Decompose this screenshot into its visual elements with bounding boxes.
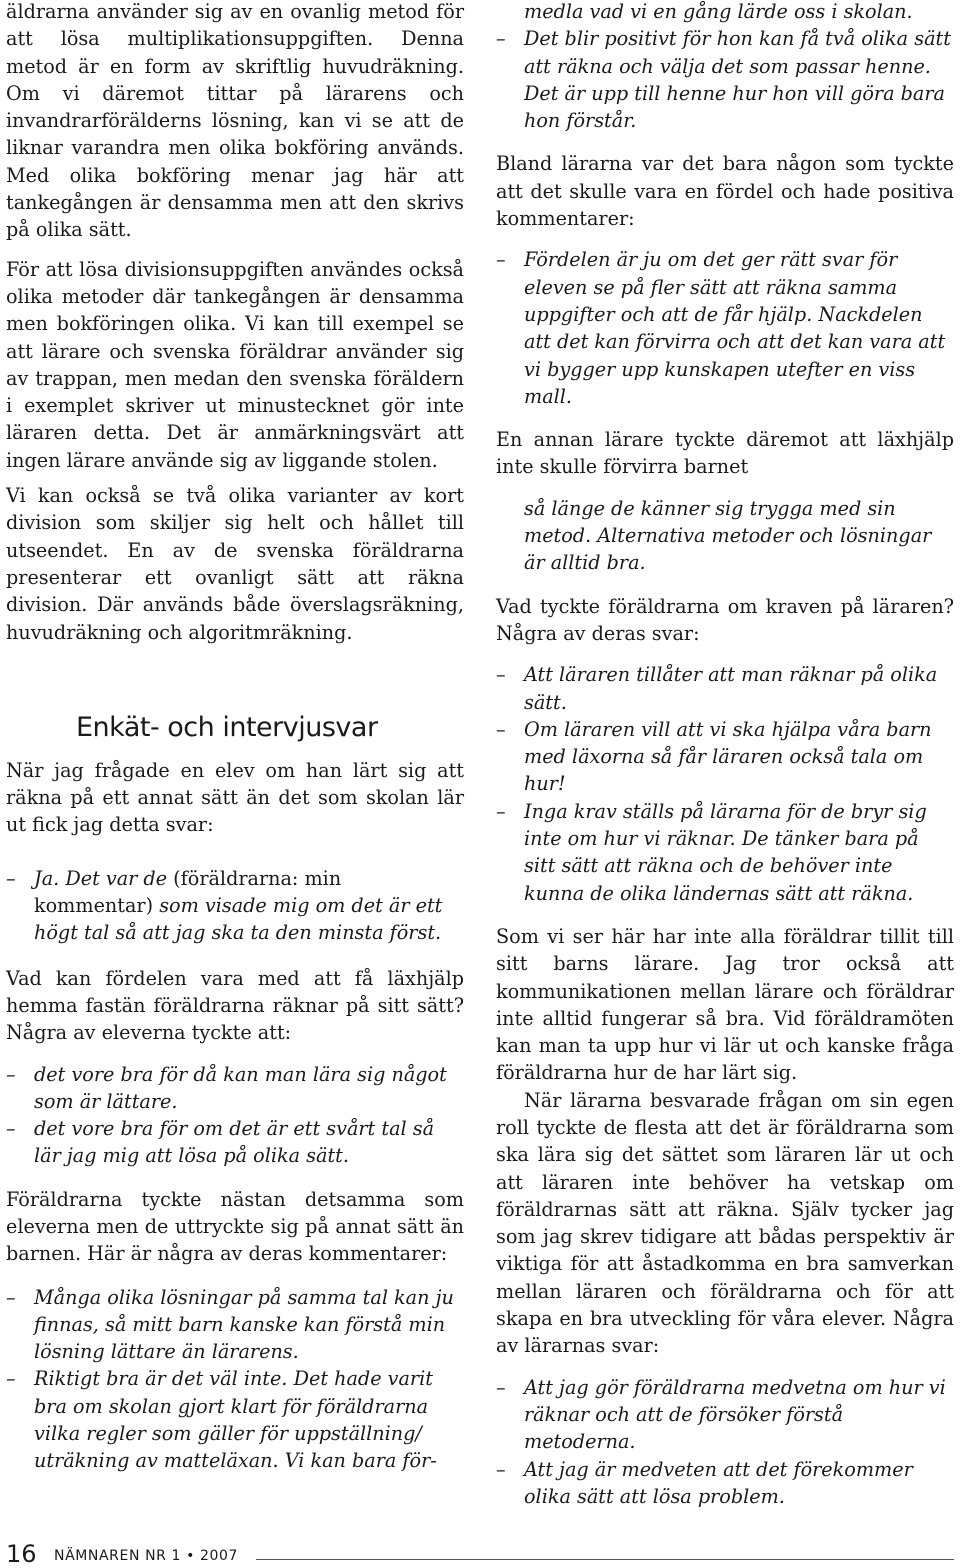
quote	[496, 661, 954, 716]
dash: –	[496, 248, 506, 272]
dash: –	[496, 1457, 506, 1481]
paragraph: Föräldrarna tyckte nästan detsamma som eleverna men de uttryckte sig på annat sätt än barnen. Här är några av deras kommentarer:	[6, 1187, 464, 1266]
section-heading: Enkät- och intervjusvar	[76, 711, 378, 743]
paragraph: Bland lärarna var det bara någon som tyckte att det skulle vara en fördel och hade positiva kommentarer:	[496, 152, 954, 231]
quote-text: Att jag gör föräldrarna medvetna om hur vi räknar och att de försöker förstå metoderna.	[524, 1375, 946, 1454]
quote-text: det vore bra för om det är ett svårt tal så lär jag mig att lösa på olika sätt.	[34, 1117, 435, 1168]
quote	[496, 246, 954, 410]
left-column	[6, 0, 464, 1475]
dash: –	[496, 663, 506, 687]
quote-text: Det blir positivt för hon kan få två olika sätt att räkna och välja det som passar henne. Det är upp till henne hur hon vill göra bara hon förstår.	[524, 27, 951, 133]
quote-text: Om läraren vill att vi ska hjälpa våra barn med läxorna så får läraren också tala om hur!	[524, 717, 932, 796]
quote-comment: (föräldrarna: min kommentar)	[34, 866, 342, 918]
quote	[496, 716, 954, 798]
right-column	[496, 0, 954, 1510]
quote	[6, 1365, 464, 1474]
dash: –	[496, 799, 506, 823]
quote: så länge de känner sig trygga med sin metod. Alternativa metoder och lösningar är alltid bra.	[524, 496, 932, 575]
dash: –	[6, 1117, 16, 1141]
paragraph: När lärarna besvarade frågan om sin egen roll tyckte de flesta att det är föräldrarna som ska lära sig det sättet som läraren lär ut och att läraren inte behöver ha vetskap om föräldrarnas sätt att räkna. Själv tycker jag som jag skrev tidigare att bådas perspektiv är viktiga för att åstadkomma en bra samverkan mellan läraren och föräldrarna och för att skapa en bra utveckling för våra elever. Några av lärarnas svar:	[496, 1088, 954, 1358]
page-number: 16	[6, 1540, 37, 1568]
dash: –	[6, 1062, 16, 1086]
paragraph: Vad kan fördelen vara med att få läxhjälp hemma fastän föräldrarna räknar på sitt sätt? Några av eleverna tyckte att:	[6, 966, 464, 1045]
paragraph: Som vi ser här har inte alla föräldrar tillit till sitt barns lärare. Jag tror också att kommunikationen mellan lärare och föräldrar inte alltid fungerar så bra. Vid föräldramöten kan man ta upp hur vi lär ut och kanske fråga föräldrarna hur de har lärt sig.	[496, 924, 954, 1085]
paragraph: Vi kan också se två olika varianter av kort division som skiljer sig helt och hållet till utseendet. En av de svenska föräldrarna presenterar ett ovanligt sätt att räkna division. Där används både överslagsräkning, huvudräkning och algoritmräkning.	[6, 484, 464, 644]
quote-text: Ja. Det var de	[34, 866, 168, 890]
quote	[6, 865, 464, 947]
dash: –	[496, 27, 506, 51]
paragraph: äldrarna använder sig av en ovanlig metod för att lösa multiplikationsuppgiften. Denna metod är en form av skriftlig huvudräkning. Om vi däremot tittar på lärarens och invandrarförälderns lösning, kan vi se att de liknar varandra men olika bokföring används. Med olika bokföring menar jag här att tankegången är densamma men att den skrivs på olika sätt.	[6, 0, 464, 242]
dash: –	[6, 1285, 16, 1309]
paragraph: En annan lärare tyckte däremot att läxhjälp inte skulle förvirra barnet	[496, 428, 954, 479]
paragraph: För att lösa divisionsuppgiften användes också olika metoder där tankegången är densamma men bokföringen olika. Vi kan till exempel se att lärare och svenska föräldrar använder sig av trappan, men medan den svenska föräldern i exemplet skriver ut minustecknet gör inte läraren detta. Det är anmärkningsvärt att ingen lärare använde sig av liggande stolen.	[6, 257, 464, 472]
quote-text: Riktigt bra är det väl inte. Det hade varit bra om skolan gjort klart för föräldrarna vilka regler som gäller för uppställning/ uträkning av matteläxan. Vi kan bara för-	[34, 1367, 437, 1473]
quote-text: Inga krav ställs på lärarna för de bryr sig inte om hur vi räknar. De tänker bara på sitt sätt att räkna och de behöver inte kunna de olika ländernas sätt att räkna.	[524, 799, 927, 905]
page-footer	[6, 1540, 954, 1568]
quote-text: Fördelen är ju om det ger rätt svar för eleven se på fler sätt att räkna samma uppgifter och att de får hjälp. Nackdelen att det kan förvirra och att det kan vara att vi bygger upp kunskapen utefter en viss mall.	[524, 248, 946, 408]
paragraph: När jag frågade en elev om han lärt sig att räkna på ett annat sätt än det som skolan lär ut fick jag detta svar:	[6, 758, 464, 837]
quote-text: som visade mig om det är ett högt tal så att jag ska ta den minsta först.	[34, 894, 443, 945]
quote	[496, 798, 954, 907]
dash: –	[6, 1367, 16, 1391]
dash: –	[496, 1375, 506, 1399]
footer-rule	[256, 1559, 954, 1560]
quote	[496, 1374, 954, 1456]
quote	[6, 1061, 464, 1116]
quote-text: Många olika lösningar på samma tal kan ju finnas, så mitt barn kanske kan förstå min lösning lättare än lärarens.	[34, 1285, 454, 1364]
magazine-name: NÄMNAREN NR 1 • 2007	[54, 1548, 239, 1564]
quote	[496, 25, 954, 134]
quote-text: Att jag är medveten att det förekommer olika sätt att lösa problem.	[524, 1457, 913, 1508]
quote-continuation: medla vad vi en gång lärde oss i skolan.	[524, 0, 913, 23]
quote	[6, 1284, 464, 1366]
quote	[6, 1115, 464, 1170]
quote-text: Att läraren tillåter att man räknar på olika sätt.	[524, 663, 938, 714]
quote	[496, 1456, 954, 1511]
dash: –	[6, 866, 16, 890]
paragraph: Vad tyckte föräldrarna om kraven på läraren? Några av deras svar:	[496, 594, 954, 645]
dash: –	[496, 717, 506, 741]
quote-text: det vore bra för då kan man lära sig något som är lättare.	[34, 1062, 447, 1113]
